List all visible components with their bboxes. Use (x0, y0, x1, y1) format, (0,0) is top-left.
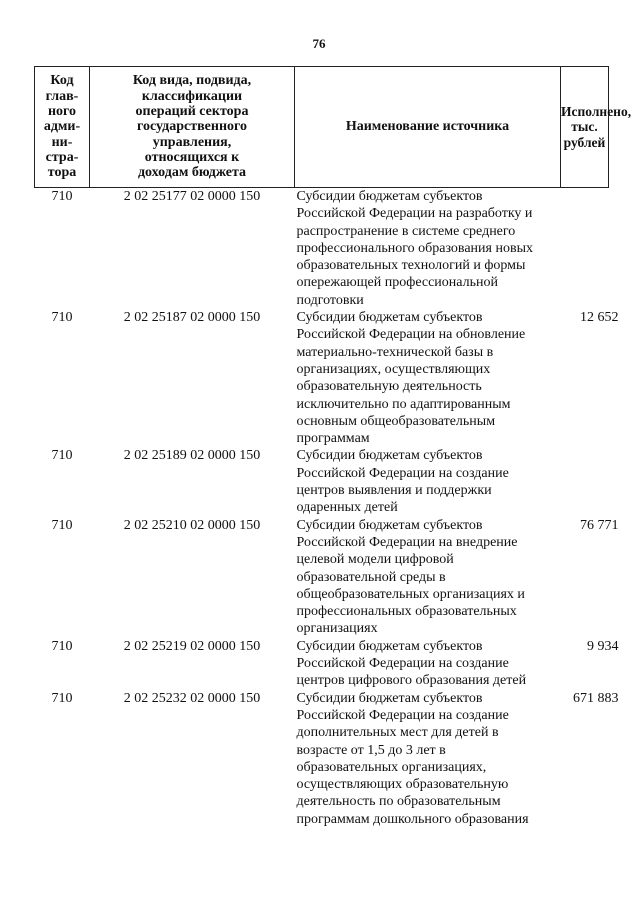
amount-cell (561, 188, 609, 310)
classification-code-cell: 2 02 25189 02 0000 150 (123, 448, 261, 464)
source-name-cell: Субсидии бюджетам субъектов Российской Федерации на создание центров выявления и поддержки одаренных детей (296, 448, 509, 516)
classification-code-cell: 2 02 25187 02 0000 150 (123, 310, 261, 326)
header-amount: Исполнено, тыс. рублей (561, 67, 609, 188)
header-admin-code: Код глав- ного адми- ни- стра- тора (35, 67, 90, 188)
table-row (35, 188, 609, 310)
table-header-row (35, 67, 609, 188)
table-body (35, 188, 619, 828)
header-source-name: Наименование источника (295, 67, 561, 188)
admin-code-cell: 710 (51, 310, 73, 326)
source-name-cell: Субсидии бюджетам субъектов Российской Федерации на внедрение целевой модели цифровой образовательной среды в общеобразовательных организациях и профессиональных образовательных организациях (296, 517, 525, 637)
page-number: 76 (312, 36, 326, 51)
table-row (35, 690, 609, 828)
table-row (35, 309, 609, 447)
admin-code-cell: 710 (51, 638, 73, 654)
admin-code-cell: 710 (51, 690, 73, 706)
amount-value: 671 883 (573, 690, 619, 706)
amount-value: 9 934 (587, 638, 619, 654)
classification-code-cell: 2 02 25232 02 0000 150 (123, 690, 261, 706)
amount-cell (561, 309, 619, 447)
source-name-cell: Субсидии бюджетам субъектов Российской Федерации на создание дополнительных мест для детей в возрасте от 1,5 до 3 лет в образовательных организациях, осуществляющих образовательную деятельность по образовательным программам дошкольного образования (296, 690, 529, 827)
amount-cell (561, 638, 619, 690)
table-row (35, 447, 609, 516)
table-row (35, 517, 609, 638)
admin-code-cell: 710 (51, 517, 73, 533)
table-row (35, 638, 609, 690)
amount-cell (561, 690, 619, 828)
source-name-cell: Субсидии бюджетам субъектов Российской Федерации на обновление материально-технической базы в организациях, осуществляющих образовательную деятельность исключительно по адаптированным основным общеобразовательным программам (296, 310, 526, 447)
admin-code-cell: 710 (51, 189, 73, 204)
amount-value: 76 771 (580, 517, 619, 533)
amount-cell (561, 447, 609, 516)
source-name-cell: Субсидии бюджетам субъектов Российской Федерации на создание центров цифрового образования детей (296, 638, 527, 689)
classification-code-cell: 2 02 25210 02 0000 150 (123, 517, 261, 533)
budget-revenue-table (34, 66, 632, 828)
amount-value: 12 652 (580, 310, 619, 326)
admin-code-cell: 710 (51, 448, 73, 464)
header-classification-code: Код вида, подвида, классификации операций сектора государственного управления, относящихся к доходам бюджета (90, 67, 295, 188)
amount-cell (561, 517, 619, 638)
classification-code-cell: 2 02 25219 02 0000 150 (123, 638, 261, 654)
classification-code-cell: 2 02 25177 02 0000 150 (123, 189, 261, 204)
source-name-cell: Субсидии бюджетам субъектов Российской Федерации на разработку и распространение в системе среднего профессионального образования новых образовательных технологий и формы опережающей профессиональной подготовки (296, 189, 533, 308)
